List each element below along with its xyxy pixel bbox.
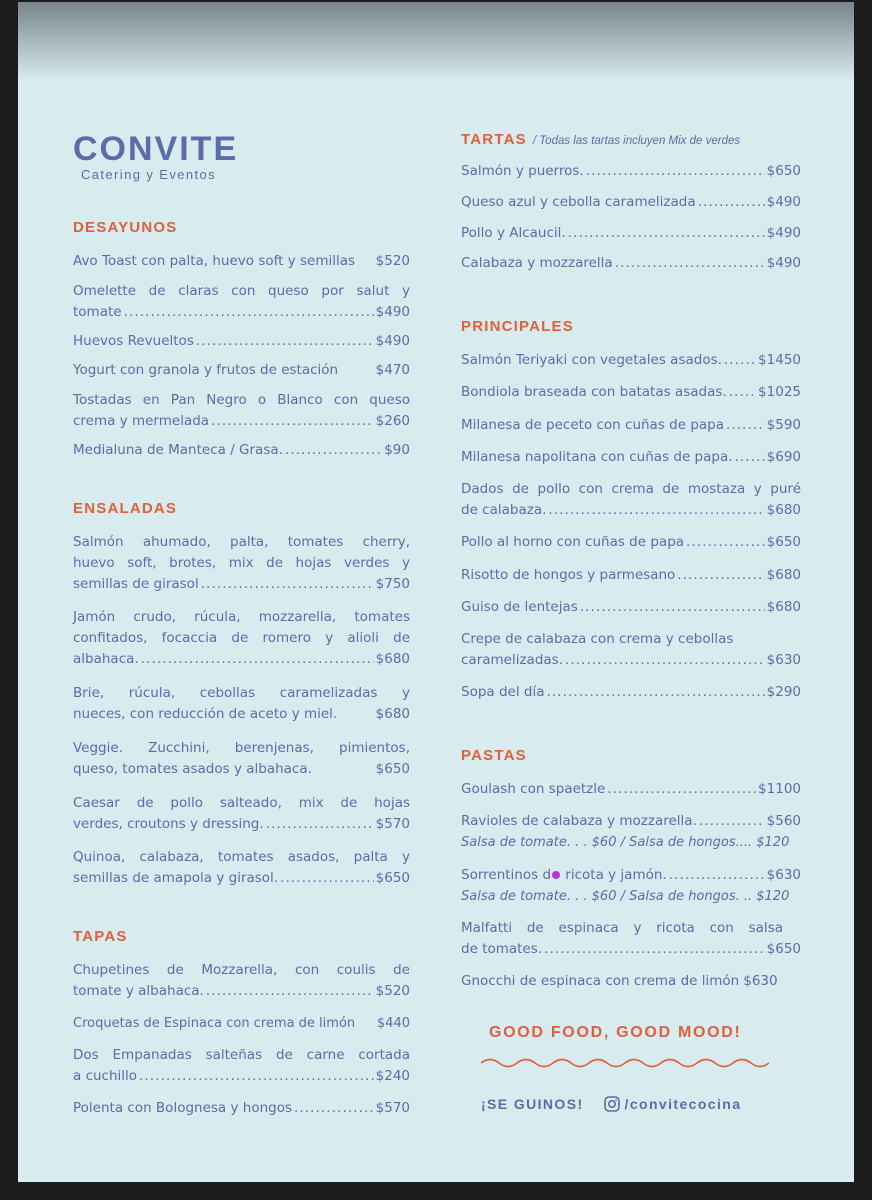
menu-item: Dados de pollo con crema de mostaza y puré de calabaza. . . . $680 (461, 479, 801, 521)
purple-dot-mark (552, 871, 560, 879)
tartas-note: / Todas las tartas incluyen Mix de verdes (532, 135, 741, 147)
menu-item: Bondiola braseada con batatas asadas. . . . $1025 (461, 382, 801, 403)
menu-item: Quinoa, calabaza, tomates asados, palta y semillas de amapola y girasol. . . . $650 (73, 847, 410, 889)
instagram-icon (604, 1096, 620, 1112)
menu-item: Pollo al horno con cuñas de papa . . . $650 (461, 532, 801, 553)
menu-item: Caesar de pollo salteado, mix de hojas verdes, croutons y dressing. . . . $570 (73, 793, 410, 835)
menu-item: Salmón ahumado, palta, tomates cherry, huevo soft, brotes, mix de hojas verdes y semillas de girasol . . . $750 (73, 532, 410, 595)
sauce-options: Salsa de tomate. . . $60 / Salsa de hongos. .. $120 (461, 889, 790, 904)
follow-label: ¡SE GUINOS! (481, 1096, 584, 1112)
section-tartas: TARTAS / Todas las tartas incluyen Mix de verdes (461, 131, 741, 148)
section-desayunos: DESAYUNOS (73, 219, 178, 236)
menu-item: Queso azul y cebolla caramelizada . . . $490 (461, 192, 801, 213)
menu-item: Milanesa de peceto con cuñas de papa . . . $590 (461, 415, 801, 436)
menu-item: Crepe de calabaza con crema y cebollas caramelizadas. . . . $630 (461, 629, 801, 671)
menu-item: Ravioles de calabaza y mozzarella. . . . $560 Salsa de tomate. . . $60 / Salsa de hongos.... $120 (461, 811, 801, 853)
menu-item: Gnocchi de espinaca con crema de limón $630 (461, 973, 778, 989)
menu-item: Pollo y Alcaucil. . . . $490 (461, 223, 801, 244)
menu-item: Huevos Revueltos . . . $490 (73, 331, 410, 352)
menu-item: Guiso de lentejas . . . $680 (461, 597, 801, 618)
section-pastas: PASTAS (461, 747, 527, 764)
menu-item: Medialuna de Manteca / Grasa. . . . $90 (73, 440, 410, 461)
brand-logo: CONVITE (73, 130, 239, 168)
menu-item: Risotto de hongos y parmesano . . . $680 (461, 565, 801, 586)
menu-item: Veggie. Zucchini, berenjenas, pimientos, queso, tomates asados y albahaca. $650 (73, 740, 410, 777)
menu-item: Yogurt con granola y frutos de estación $470 (73, 362, 410, 378)
menu-item: Tostadas en Pan Negro o Blanco con queso crema y mermelada . . . $260 (73, 390, 410, 432)
menu-item: Croquetas de Espinaca con crema de limón $440 (73, 1016, 410, 1031)
menu-item: Sorrentinos d ricota y jamón. . . . $630 Salsa de tomate. . . $60 / Salsa de hongos. .. $120 (461, 865, 801, 907)
slogan: GOOD FOOD, GOOD MOOD! (489, 1024, 742, 1041)
menu-item: Calabaza y mozzarella . . . $490 (461, 253, 801, 274)
menu-page (18, 2, 854, 1182)
brand-tagline: Catering y Eventos (81, 167, 217, 182)
menu-item: Brie, rúcula, cebollas caramelizadas y nueces, con reducción de aceto y miel. $680 (73, 685, 410, 722)
menu-item: Dos Empanadas salteñas de carne cortada a cuchillo . . . $240 (73, 1045, 410, 1087)
menu-item: Milanesa napolitana con cuñas de papa. . . . $690 (461, 447, 801, 468)
menu-item: Polenta con Bolognesa y hongos . . . $570 (73, 1098, 410, 1119)
menu-item: Jamón crudo, rúcula, mozzarella, tomates confitados, focaccia de romero y alioli de albahaca. . . . $680 (73, 607, 410, 670)
menu-item: Sopa del día . . . $290 (461, 682, 801, 703)
menu-item: Salmón y puerros. . . . $650 (461, 161, 801, 182)
wave-divider (481, 1056, 773, 1070)
menu-item: Omelette de claras con queso por salut y tomate . . . $490 (73, 281, 410, 323)
instagram-handle[interactable]: /convitecocina (624, 1096, 742, 1112)
social-row (481, 1096, 741, 1112)
menu-item: Salmón Teriyaki con vegetales asados. . . . $1450 (461, 350, 801, 371)
section-tapas: TAPAS (73, 928, 128, 945)
menu-item: Goulash con spaetzle . . . $1100 (461, 779, 801, 800)
menu-item: Avo Toast con palta, huevo soft y semillas $520 (73, 253, 410, 269)
menu-item: Malfatti de espinaca y ricota con salsa de tomates. . . . $650 (461, 918, 801, 960)
menu-item: Chupetines de Mozzarella, con coulis de tomate y albahaca. . . . $520 (73, 960, 410, 1002)
sauce-options: Salsa de tomate. . . $60 / Salsa de hongos.... $120 (461, 835, 790, 850)
section-ensaladas: ENSALADAS (73, 500, 178, 517)
section-principales: PRINCIPALES (461, 318, 574, 335)
